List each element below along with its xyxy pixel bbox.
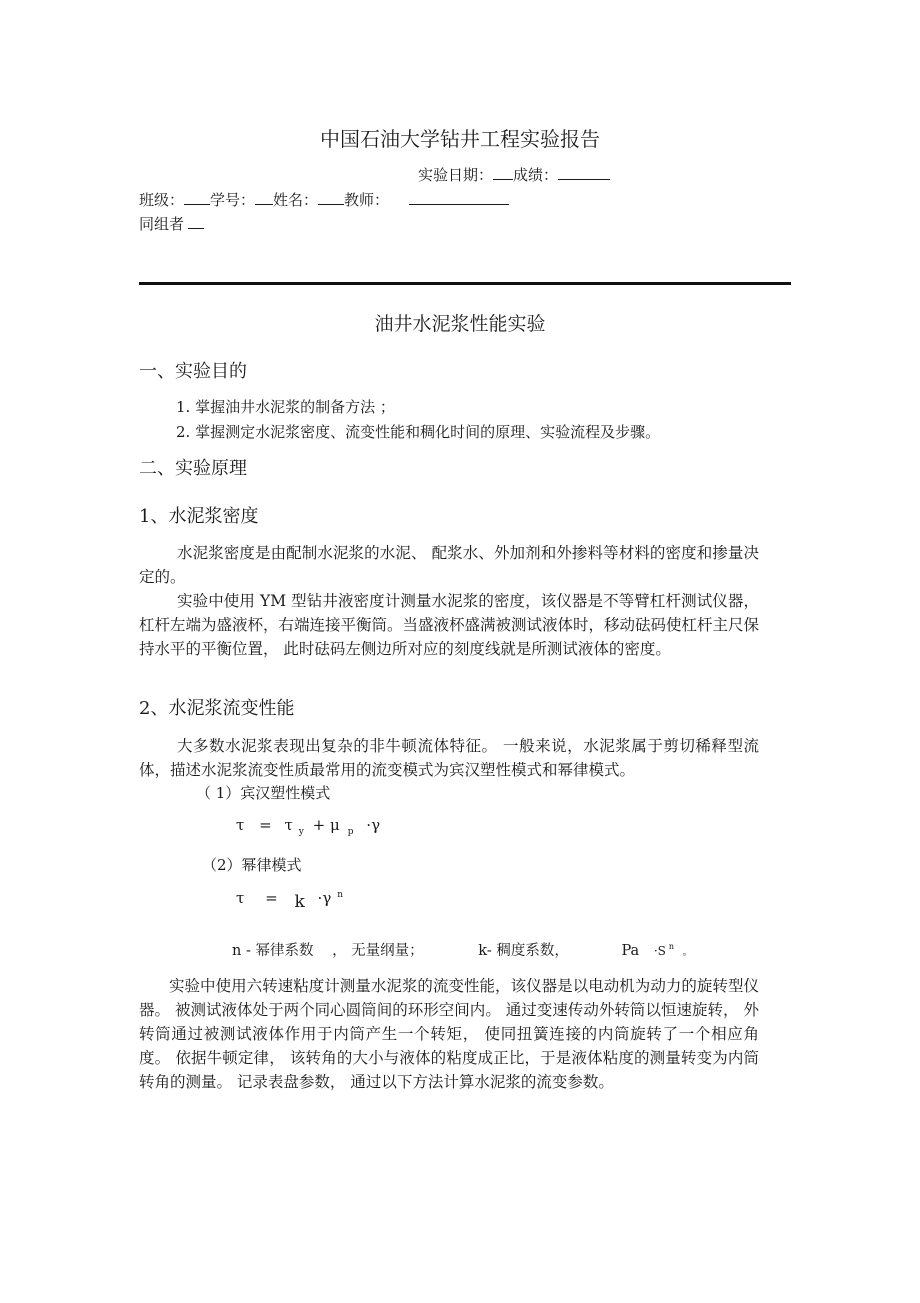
def-unit-pa: Pa <box>621 943 640 959</box>
bingham-model-label: （ 1）宾汉塑性模式 <box>196 784 331 802</box>
purpose-item-2: 2. 掌握测定水泥浆密度、流变性能和稠化时间的原理、实验流程及步骤。 <box>176 423 661 441</box>
teacher-label: 教师： <box>344 191 390 209</box>
power-law-model-label: （2）幂律模式 <box>202 856 302 874</box>
formula-mu: μ <box>330 816 340 834</box>
formula2-equals: = <box>265 889 278 907</box>
formula-sub-y: y <box>298 827 304 837</box>
density-paragraph-1: 水泥浆密度是由配制水泥浆的水泥、 配浆水、外加剂和外掺料等材料的密度和掺量决定的。 <box>139 544 759 586</box>
def-unit-end: 。 <box>682 947 693 958</box>
section-heading-purpose: 一、实验目的 <box>139 361 247 382</box>
formula-tau: τ <box>236 816 245 834</box>
formula2-tau: τ <box>236 889 245 907</box>
power-law-formula <box>236 888 344 912</box>
def-unit-s: ·S <box>653 944 666 958</box>
density-heading: 1、水泥浆密度 <box>139 506 259 527</box>
rheology-intro-text: 大多数水泥浆表现出复杂的非牛顿流体特征。 一般来说，水泥浆属于剪切稀释型流体，描述水泥浆流变性质最常用的流变模式为宾汉塑性模式和幂律模式。 <box>139 737 759 779</box>
student-id-label: 学号： <box>210 191 256 209</box>
def-n: n - 幂律系数 <box>232 943 314 959</box>
group-label: 同组者 <box>139 215 185 233</box>
formula2-k: k <box>294 892 305 912</box>
formula-sub-p: p <box>347 827 354 837</box>
date-score-line <box>418 164 610 185</box>
def-k: k- 稠度系数， <box>478 943 569 959</box>
name-blank <box>318 190 344 205</box>
date-blank <box>493 165 513 180</box>
group-line <box>139 213 204 234</box>
def-unit-sup: n <box>668 942 675 952</box>
student-id-blank <box>255 190 273 205</box>
density-paragraph-2: 实验中使用 YM 型钻井液密度计测量水泥浆的密度，该仪器是不等臂杠杆测试仪器，杠杆左端为盛液杯，右端连接平衡筒。当盛液杯盛满被测试液体时，移动砝码使杠杆主尺保持水平的平衡位置， 此时砝码左侧边所对应的刻度线就是所测试液体的密度。 <box>139 592 760 658</box>
rheology-heading: 2、水泥浆流变性能 <box>139 698 295 719</box>
teacher-blank <box>409 190 509 205</box>
rheology-paragraph-1 <box>139 734 759 782</box>
purpose-item-1: 1. 掌握油井水泥浆的制备方法 ； <box>176 398 395 416</box>
power-law-definitions <box>232 939 693 960</box>
score-blank <box>558 165 610 180</box>
group-blank <box>188 214 204 229</box>
def-n-unit: ， 无量纲量； <box>332 943 424 959</box>
formula-equals: = <box>259 816 272 834</box>
score-label: 成绩： <box>513 166 559 184</box>
formula2-sup-n: n <box>337 890 344 900</box>
section-heading-principle: 二、实验原理 <box>139 458 247 479</box>
viscometer-text: 实验中使用六转速粘度计测量水泥浆的流变性能，该仪器是以电动机为动力的旋转型仪器。 被测试液体处于两个同心圆筒间的环形空间内。 通过变速传动外转筒以恒速旋转， 外转筒通过被测试液体作用于内筒产生一个转矩， 使同扭簧连接的内筒旋转了一个相应角度。 依据牛顿定律， 该转角的大小与液体的粘度成正比，于是液体粘度的测量转变为内筒转角的测量。 记录表盘参数， 通过以下方法计算水泥浆的流变参数。 <box>139 977 759 1091</box>
rheology-paragraph-2 <box>139 974 759 1094</box>
name-label: 姓名： <box>273 191 319 209</box>
density-paragraphs <box>139 541 759 661</box>
formula2-gamma: ·γ <box>317 889 332 907</box>
divider-rule <box>139 282 791 285</box>
formula-plus: + <box>312 816 326 834</box>
bingham-formula <box>236 816 380 837</box>
report-school-title: 中国石油大学钻井工程实验报告 <box>320 127 600 151</box>
formula-gamma: ·γ <box>366 816 381 834</box>
experiment-title: 油井水泥浆性能实验 <box>374 313 546 335</box>
formula-tau-y: τ <box>284 816 293 834</box>
class-label: 班级： <box>139 191 185 209</box>
date-label: 实验日期： <box>418 166 494 184</box>
class-blank <box>184 190 210 205</box>
student-info-line <box>139 189 509 210</box>
